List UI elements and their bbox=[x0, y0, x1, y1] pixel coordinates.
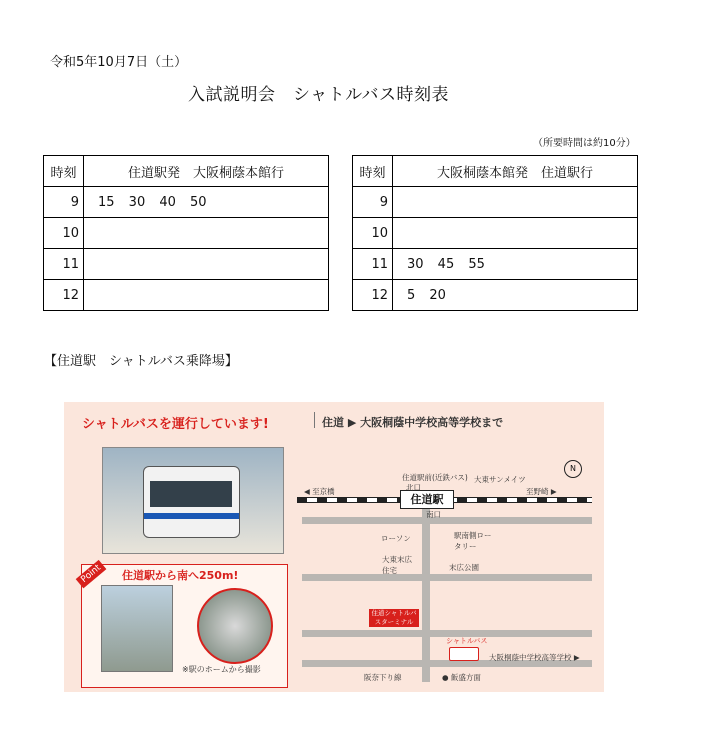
table-row bbox=[353, 187, 638, 218]
bus-window bbox=[150, 481, 232, 507]
map-label: 南口 bbox=[426, 510, 441, 519]
bus-photo bbox=[102, 447, 284, 554]
map-label: シャトルバス bbox=[446, 637, 488, 645]
minutes-cell bbox=[393, 218, 638, 249]
return-timetable bbox=[352, 155, 638, 311]
hour-cell: 9 bbox=[353, 187, 393, 218]
outbound-timetable bbox=[43, 155, 329, 311]
map-label: 阪奈下り線 bbox=[364, 673, 402, 682]
travel-time-note: （所要時間は約10分） bbox=[533, 138, 636, 149]
flyer-headline: シャトルバスを運行しています! bbox=[82, 417, 269, 432]
hour-header: 時刻 bbox=[353, 156, 393, 187]
photo-note: ※駅のホームから撮影 bbox=[182, 665, 261, 674]
shuttle-bus-icon bbox=[449, 647, 479, 661]
table-row bbox=[353, 280, 638, 311]
section-title: 【住道駅 シャトルバス乗降場】 bbox=[44, 354, 238, 369]
map-label: 大東末広住宅 bbox=[382, 555, 412, 575]
road bbox=[302, 517, 592, 524]
table-row bbox=[44, 218, 329, 249]
flyer-route: 住道 ▶ 大阪桐蔭中学校高等学校まで bbox=[322, 416, 504, 429]
bus-stripe bbox=[144, 513, 239, 519]
hour-cell: 11 bbox=[44, 249, 84, 280]
page-title: 入試説明会 シャトルバス時刻表 bbox=[188, 85, 449, 105]
hour-header: 時刻 bbox=[44, 156, 84, 187]
minutes-cell bbox=[393, 187, 638, 218]
road bbox=[422, 507, 430, 682]
point-tag: Point bbox=[76, 560, 107, 589]
map-label: 至野崎 ▶ bbox=[526, 487, 557, 496]
hour-cell: 12 bbox=[44, 280, 84, 311]
street-photo bbox=[101, 585, 173, 672]
shuttle-terminal-label: 住道シャトルバスターミナル bbox=[369, 609, 419, 627]
bus-icon bbox=[143, 466, 240, 538]
map-label: ◀ 至京橋 bbox=[304, 487, 335, 496]
table-row bbox=[44, 249, 329, 280]
hour-cell: 12 bbox=[353, 280, 393, 311]
shuttle-flyer bbox=[64, 402, 604, 692]
map-label: 大阪桐蔭中学校高等学校 ▶ bbox=[489, 653, 580, 662]
hour-cell: 9 bbox=[44, 187, 84, 218]
table-row bbox=[44, 187, 329, 218]
station-label: 住道駅 bbox=[400, 490, 454, 509]
point-text: 住道駅から南へ250m! bbox=[122, 569, 239, 582]
road bbox=[302, 574, 592, 581]
minutes-cell bbox=[84, 280, 329, 311]
map-label: 駅南側ロータリー bbox=[454, 531, 492, 551]
minutes-cell: 15 30 40 50 bbox=[84, 187, 329, 218]
divider bbox=[314, 412, 315, 428]
table-row bbox=[353, 218, 638, 249]
hour-cell: 10 bbox=[44, 218, 84, 249]
map-label: 大東サンメイツ bbox=[474, 475, 526, 484]
table-row bbox=[353, 249, 638, 280]
map-label: 北口 bbox=[406, 483, 421, 492]
map-label: ● 飯盛方面 bbox=[442, 673, 481, 682]
hour-cell: 11 bbox=[353, 249, 393, 280]
route-header: 大阪桐蔭本館発 住道駅行 bbox=[393, 156, 638, 187]
map-label: 住道駅前(近鉄バス) bbox=[402, 473, 468, 482]
minutes-cell: 30 45 55 bbox=[393, 249, 638, 280]
zoom-photo bbox=[197, 588, 273, 664]
event-date: 令和5年10月7日（土） bbox=[50, 55, 188, 70]
route-header: 住道駅発 大阪桐蔭本館行 bbox=[84, 156, 329, 187]
north-arrow-icon: N bbox=[564, 460, 582, 478]
minutes-cell bbox=[84, 218, 329, 249]
minutes-cell: 5 20 bbox=[393, 280, 638, 311]
table-row bbox=[44, 280, 329, 311]
map-label: ローソン bbox=[381, 534, 411, 543]
minutes-cell bbox=[84, 249, 329, 280]
map-label: 末広公園 bbox=[449, 563, 479, 572]
hour-cell: 10 bbox=[353, 218, 393, 249]
